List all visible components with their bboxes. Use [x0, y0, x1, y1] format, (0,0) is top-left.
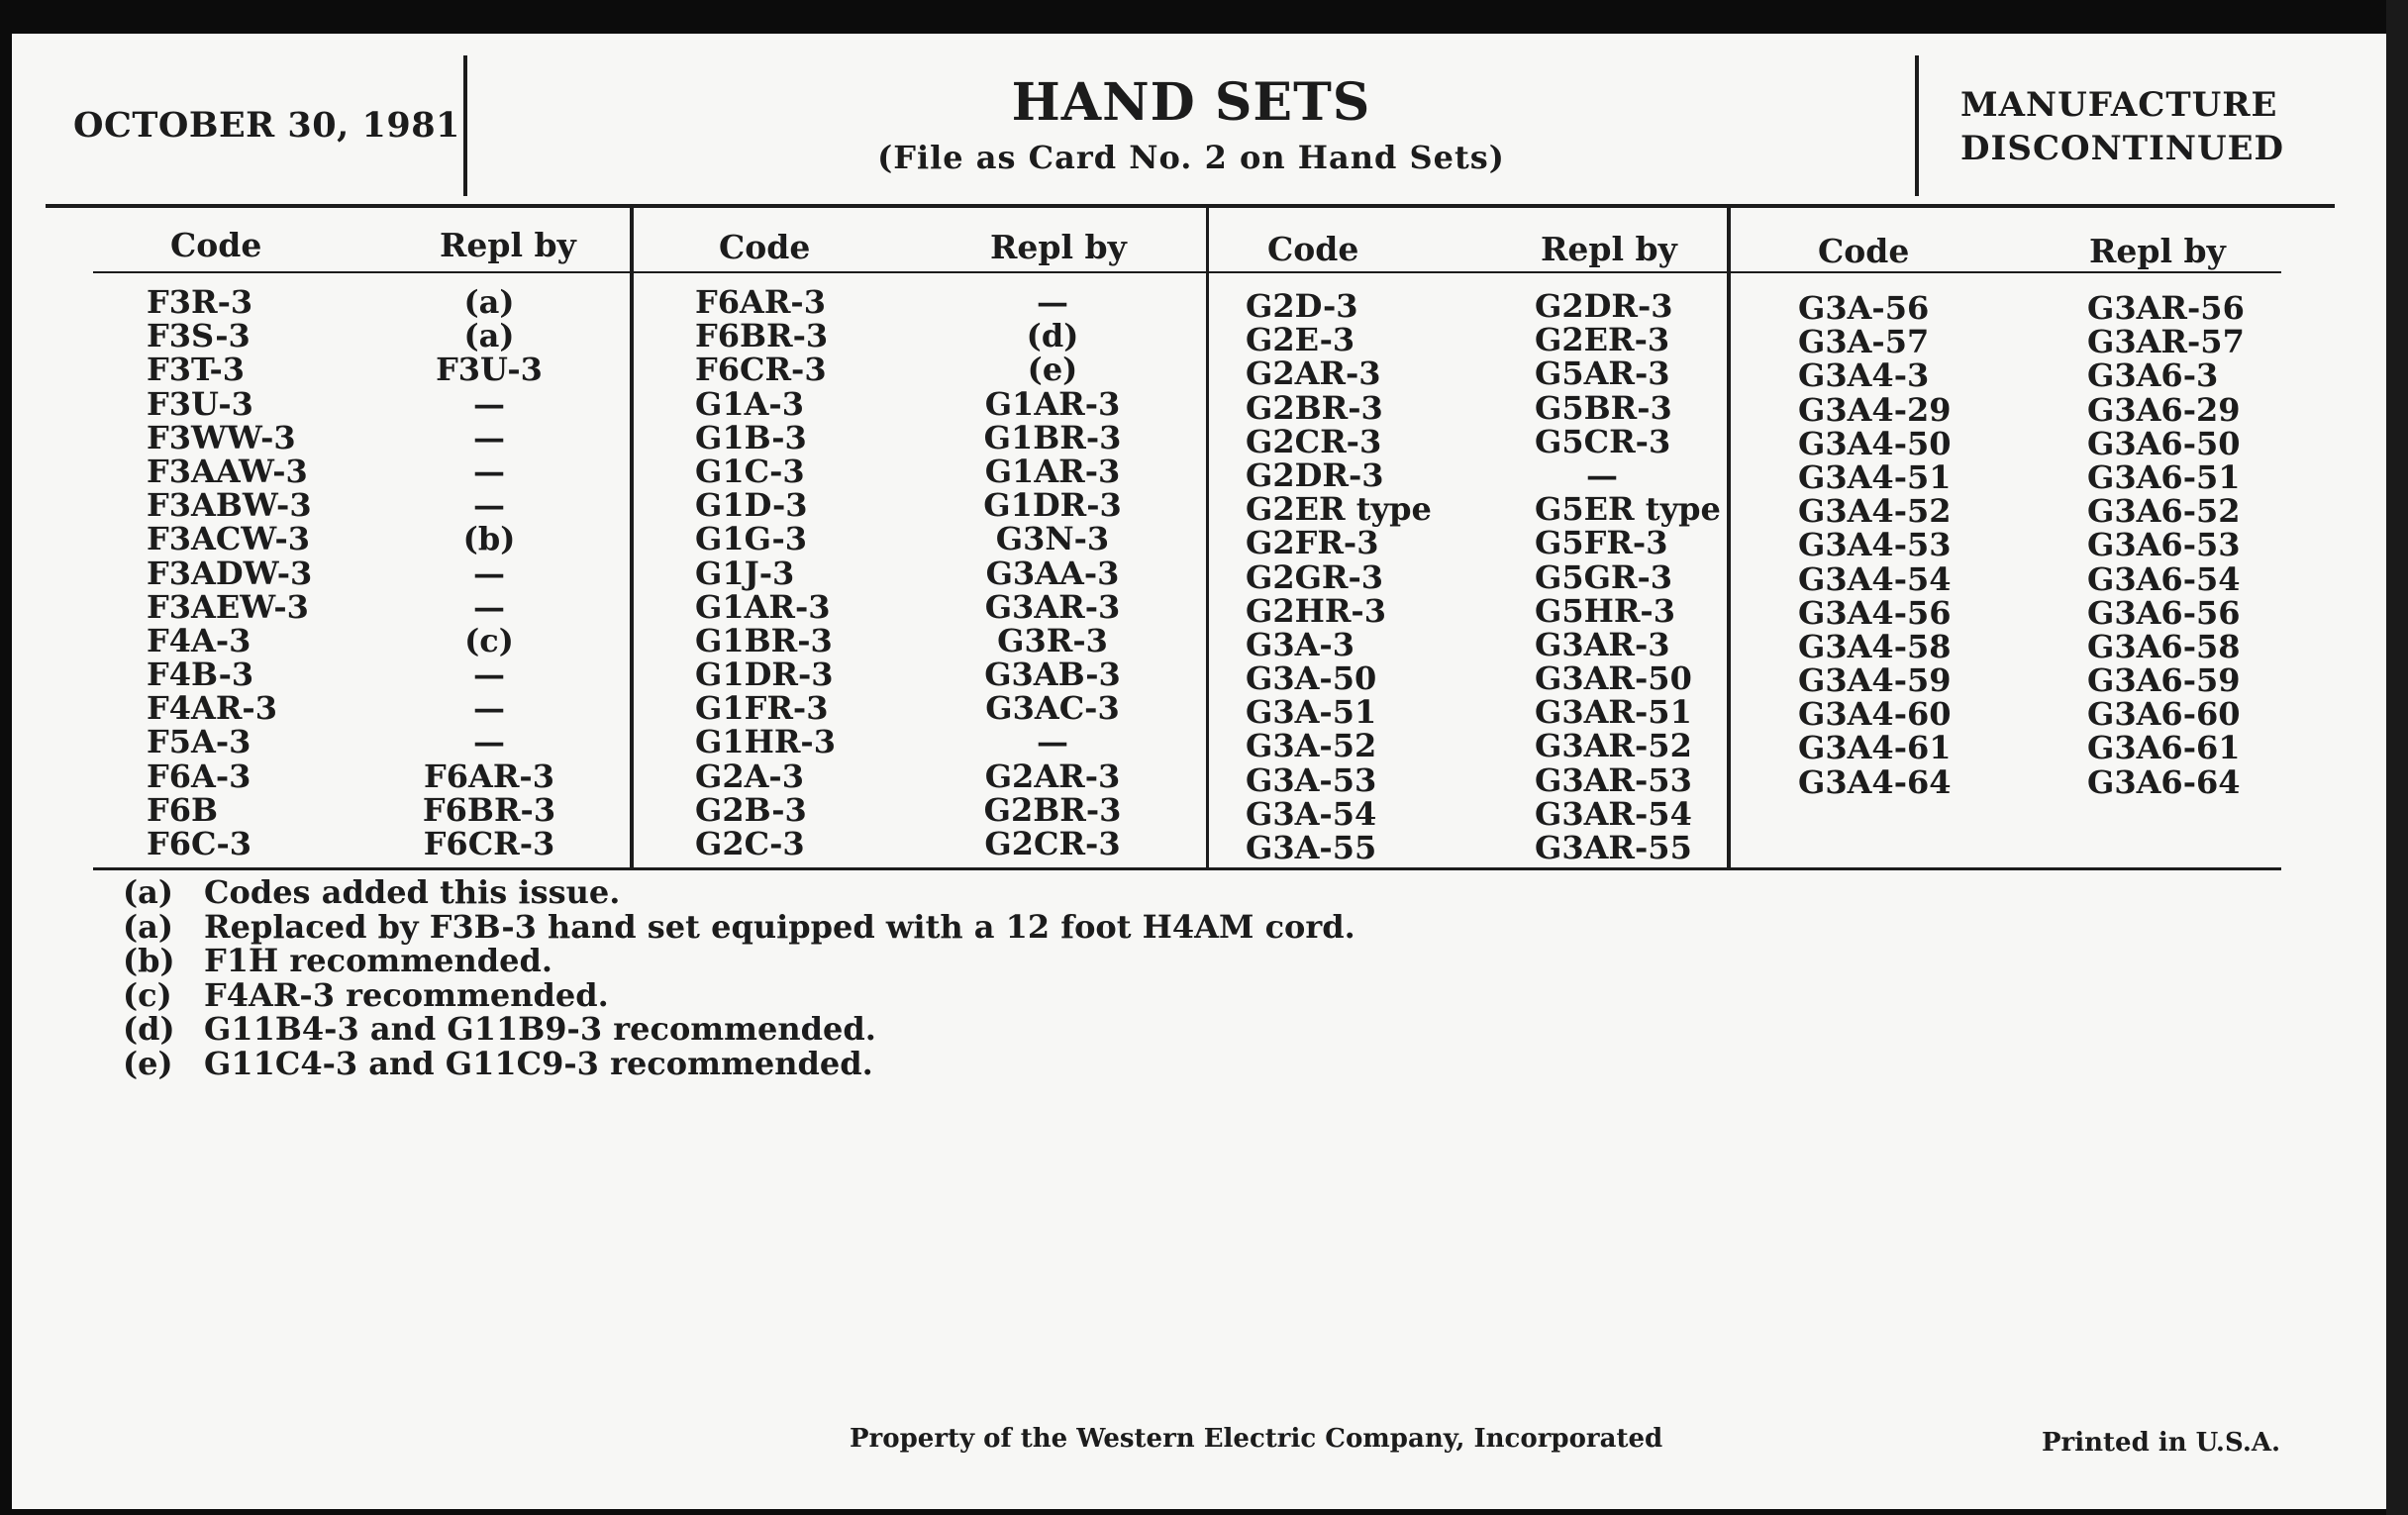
footnote	[123, 975, 1355, 1014]
table-cell: G3A-57	[1798, 323, 1930, 361]
table-divider-3	[1727, 204, 1731, 869]
footnote	[123, 907, 1355, 946]
table-cell: F4B-3	[147, 656, 254, 694]
table-cell: G3A4-61	[1798, 729, 1952, 767]
header-divider-right	[1915, 55, 1919, 196]
table-cell: G1B-3	[695, 418, 807, 456]
table-cell: —	[473, 418, 505, 456]
table-cell: G5ER type	[1535, 490, 1721, 529]
table-cell: F6A-3	[147, 757, 251, 795]
table-cell: G1J-3	[695, 554, 795, 592]
footnote-mark: (c)	[123, 975, 172, 1014]
table-cell: G2C-3	[695, 825, 805, 862]
status-line-2: DISCONTINUED	[1960, 129, 2285, 168]
table-cell: G3A6-59	[2087, 661, 2241, 700]
page-title-block	[465, 73, 1917, 176]
table-cell: F3U-3	[436, 351, 543, 389]
table-cell: G2BR-3	[1246, 388, 1383, 427]
table-cell: G5HR-3	[1535, 591, 1675, 630]
table-cell: G3A6-60	[2087, 695, 2241, 734]
table-cell: G3AR-57	[2087, 323, 2245, 361]
col1-repls	[420, 285, 558, 860]
table-cell: G2FR-3	[1246, 524, 1379, 562]
footnote-text: Codes added this issue.	[204, 873, 621, 911]
footnote-mark: (a)	[123, 907, 174, 946]
table-cell: G3A-54	[1246, 794, 1377, 833]
table-cell: G3AR-54	[1535, 794, 1692, 833]
table-cell: F3U-3	[147, 384, 253, 423]
table-cell: G3A-53	[1246, 760, 1377, 799]
table-cell: G2E-3	[1246, 321, 1355, 359]
table-cell: G1DR-3	[983, 486, 1122, 525]
table-cell: G1C-3	[695, 452, 805, 490]
table-divider-1	[630, 204, 634, 869]
col2-repl-header: Repl by	[990, 228, 1127, 266]
table-cell: G3AR-3	[1535, 625, 1670, 663]
table-cell: G3A6-29	[2087, 390, 2241, 429]
table-cell: G3A4-51	[1798, 457, 1952, 496]
col3-repls	[1535, 289, 1721, 864]
table-cell: G3A4-58	[1798, 627, 1952, 665]
table-cell: G3A6-50	[2087, 424, 2241, 462]
table-cell: —	[1586, 455, 1618, 494]
issue-date: OCTOBER 30, 1981	[73, 105, 460, 146]
table-cell: —	[1037, 723, 1068, 761]
table-cell: G3AR-55	[1535, 829, 1692, 866]
table-cell: F3ABW-3	[147, 486, 312, 525]
table-cell: F6B	[147, 790, 219, 829]
table-cell: G5BR-3	[1535, 388, 1672, 427]
table-cell: —	[473, 656, 505, 694]
table-cell: —	[473, 689, 505, 728]
col4-codes	[1798, 291, 1952, 799]
table-cell: G3N-3	[995, 520, 1110, 558]
table-cell: F3AAW-3	[147, 452, 308, 490]
footnotes	[123, 875, 1355, 1080]
table-cell: G3AR-3	[984, 587, 1121, 626]
table-header-rule	[93, 271, 2281, 273]
col2-repls	[976, 285, 1129, 860]
table-cell: G3A6-56	[2087, 593, 2241, 632]
table-cell: F6BR-3	[422, 790, 556, 829]
table-cell: —	[473, 723, 505, 761]
table-cell: (c)	[464, 621, 514, 659]
col2-code-header: Code	[719, 228, 811, 266]
table-cell: G5AR-3	[1535, 354, 1670, 393]
table-cell: G3A4-3	[1798, 356, 1930, 395]
footnote-text: F1H recommended.	[204, 942, 552, 979]
footnote	[123, 875, 1355, 910]
catalog-card	[12, 34, 2386, 1509]
table-cell: G1HR-3	[695, 723, 836, 761]
table-cell: G3AB-3	[984, 656, 1121, 694]
table-cell: G3AR-52	[1535, 727, 1692, 765]
table-cell: G2CR-3	[984, 825, 1121, 862]
table-cell: G3AR-56	[2087, 289, 2245, 327]
col3-code-header: Code	[1267, 230, 1359, 268]
table-cell: G3A6-53	[2087, 526, 2241, 564]
col1-codes	[147, 285, 312, 860]
table-cell: G1G-3	[695, 520, 808, 558]
table-cell: G3A-3	[1246, 625, 1354, 663]
table-cell: G2AR-3	[984, 757, 1121, 795]
table-cell: F3ADW-3	[147, 554, 313, 592]
table-cell: (e)	[1027, 351, 1078, 389]
scan-edge	[2386, 0, 2408, 1515]
table-cell: G1FR-3	[695, 689, 829, 728]
table-cell: G3AR-50	[1535, 659, 1692, 698]
table-cell: G3A-51	[1246, 693, 1377, 732]
table-cell: —	[1037, 283, 1068, 321]
table-cell: G2GR-3	[1246, 557, 1384, 596]
property-notice: Property of the Western Electric Company, Incorporated	[850, 1424, 1663, 1454]
table-cell: G1AR-3	[695, 587, 831, 626]
table-cell: G3A6-61	[2087, 729, 2241, 767]
table-cell: F6AR-3	[424, 757, 554, 795]
table-cell: G2AR-3	[1246, 354, 1381, 393]
footnote-mark: (a)	[123, 873, 174, 911]
table-cell: G2HR-3	[1246, 591, 1386, 630]
table-cell: G3A-56	[1798, 289, 1930, 327]
table-cell: G2ER type	[1246, 490, 1432, 529]
table-cell: F6BR-3	[695, 317, 829, 355]
table-cell: (a)	[463, 317, 515, 355]
table-cell: G3A4-59	[1798, 661, 1952, 700]
table-cell: G3A6-52	[2087, 492, 2241, 531]
table-cell: (d)	[1026, 317, 1079, 355]
table-cell: F4A-3	[147, 621, 251, 659]
col2-codes	[695, 285, 836, 860]
table-top-rule	[46, 204, 2335, 208]
table-cell: F6CR-3	[695, 351, 827, 389]
col4-code-header: Code	[1818, 232, 1910, 270]
printed-notice: Printed in U.S.A.	[2042, 1428, 2281, 1458]
footnote-mark: (e)	[123, 1044, 173, 1082]
footnote-mark: (b)	[123, 942, 175, 979]
table-cell: F5A-3	[147, 723, 251, 761]
table-cell: —	[473, 587, 505, 626]
col3-repl-header: Repl by	[1541, 230, 1677, 268]
table-cell: F6CR-3	[423, 825, 555, 862]
table-cell: F6C-3	[147, 825, 251, 862]
table-cell: G5FR-3	[1535, 524, 1668, 562]
table-cell: G2CR-3	[1246, 422, 1382, 460]
col3-codes	[1246, 289, 1432, 864]
table-cell: G3A6-51	[2087, 457, 2241, 496]
footnote-text: F4AR-3 recommended.	[204, 975, 609, 1014]
table-cell: G1DR-3	[695, 656, 834, 694]
table-cell: F3S-3	[147, 317, 251, 355]
footnote	[123, 944, 1355, 978]
table-cell: —	[473, 452, 505, 490]
table-cell: G3A-50	[1246, 659, 1377, 698]
table-cell: G3A6-58	[2087, 627, 2241, 665]
footnote-text: G11C4-3 and G11C9-3 recommended.	[204, 1044, 873, 1082]
table-cell: (b)	[462, 520, 516, 558]
page-title: HAND SETS	[1011, 72, 1371, 133]
page-subtitle: (File as Card No. 2 on Hand Sets)	[877, 139, 1505, 176]
col1-repl-header: Repl by	[440, 226, 576, 264]
table-cell: G3AC-3	[985, 689, 1120, 728]
table-cell: G2DR-3	[1246, 455, 1384, 494]
table-cell: G3A4-53	[1798, 526, 1952, 564]
footnote-text: Replaced by F3B-3 hand set equipped with a 12 foot H4AM cord.	[204, 907, 1355, 946]
table-cell: G5GR-3	[1535, 557, 1673, 596]
table-cell: G3A4-29	[1798, 390, 1952, 429]
table-cell: G3A-55	[1246, 829, 1377, 866]
table-cell: G3AR-53	[1535, 760, 1692, 799]
table-cell: G1BR-3	[983, 418, 1122, 456]
table-cell: G3A4-60	[1798, 695, 1952, 734]
table-cell: G3A6-3	[2087, 356, 2219, 395]
table-cell: G3AA-3	[985, 554, 1120, 592]
col4-repl-header: Repl by	[2089, 232, 2226, 270]
footnote-text: G11B4-3 and G11B9-3 recommended.	[204, 1010, 876, 1048]
table-cell: G3A4-56	[1798, 593, 1952, 632]
table-cell: F3AEW-3	[147, 587, 309, 626]
table-cell: G2BR-3	[983, 790, 1122, 829]
footnote	[123, 1044, 1355, 1082]
table-cell: G5CR-3	[1535, 422, 1671, 460]
table-cell: G3A4-50	[1798, 424, 1952, 462]
table-cell: G2B-3	[695, 790, 807, 829]
table-cell: G3A4-64	[1798, 762, 1952, 801]
table-cell: G3A-52	[1246, 727, 1377, 765]
table-cell: F6AR-3	[695, 283, 826, 321]
table-cell: G3A6-64	[2087, 762, 2241, 801]
table-cell: G3A4-52	[1798, 492, 1952, 531]
table-cell: —	[473, 384, 505, 423]
table-cell: G1AR-3	[984, 452, 1121, 490]
table-divider-2	[1206, 204, 1209, 869]
table-cell: (a)	[463, 283, 515, 321]
table-cell: G2D-3	[1246, 287, 1358, 325]
footnote	[123, 1012, 1355, 1047]
col1-code-header: Code	[170, 226, 262, 264]
table-cell: G3A6-54	[2087, 559, 2241, 598]
table-cell: G3R-3	[997, 621, 1108, 659]
table-cell: F3R-3	[147, 283, 253, 321]
footnote-mark: (d)	[123, 1010, 175, 1048]
table-cell: F3ACW-3	[147, 520, 311, 558]
table-cell: —	[473, 554, 505, 592]
table-cell: G2ER-3	[1535, 321, 1670, 359]
table-cell: G1D-3	[695, 486, 808, 525]
col4-repls	[2087, 291, 2245, 799]
table-cell: F3T-3	[147, 351, 246, 389]
table-cell: G1AR-3	[984, 384, 1121, 423]
table-cell: G2A-3	[695, 757, 804, 795]
table-bottom-rule	[93, 867, 2281, 870]
table-cell: G3A4-54	[1798, 559, 1952, 598]
status-line-1: MANUFACTURE	[1960, 85, 2278, 125]
table-cell: G3AR-51	[1535, 693, 1692, 732]
table-cell: —	[473, 486, 505, 525]
status-label	[1960, 83, 2284, 170]
table-cell: F3WW-3	[147, 418, 296, 456]
table-cell: G1A-3	[695, 384, 804, 423]
table-cell: G2DR-3	[1535, 287, 1673, 325]
table-cell: F4AR-3	[147, 689, 277, 728]
table-cell: G1BR-3	[695, 621, 833, 659]
